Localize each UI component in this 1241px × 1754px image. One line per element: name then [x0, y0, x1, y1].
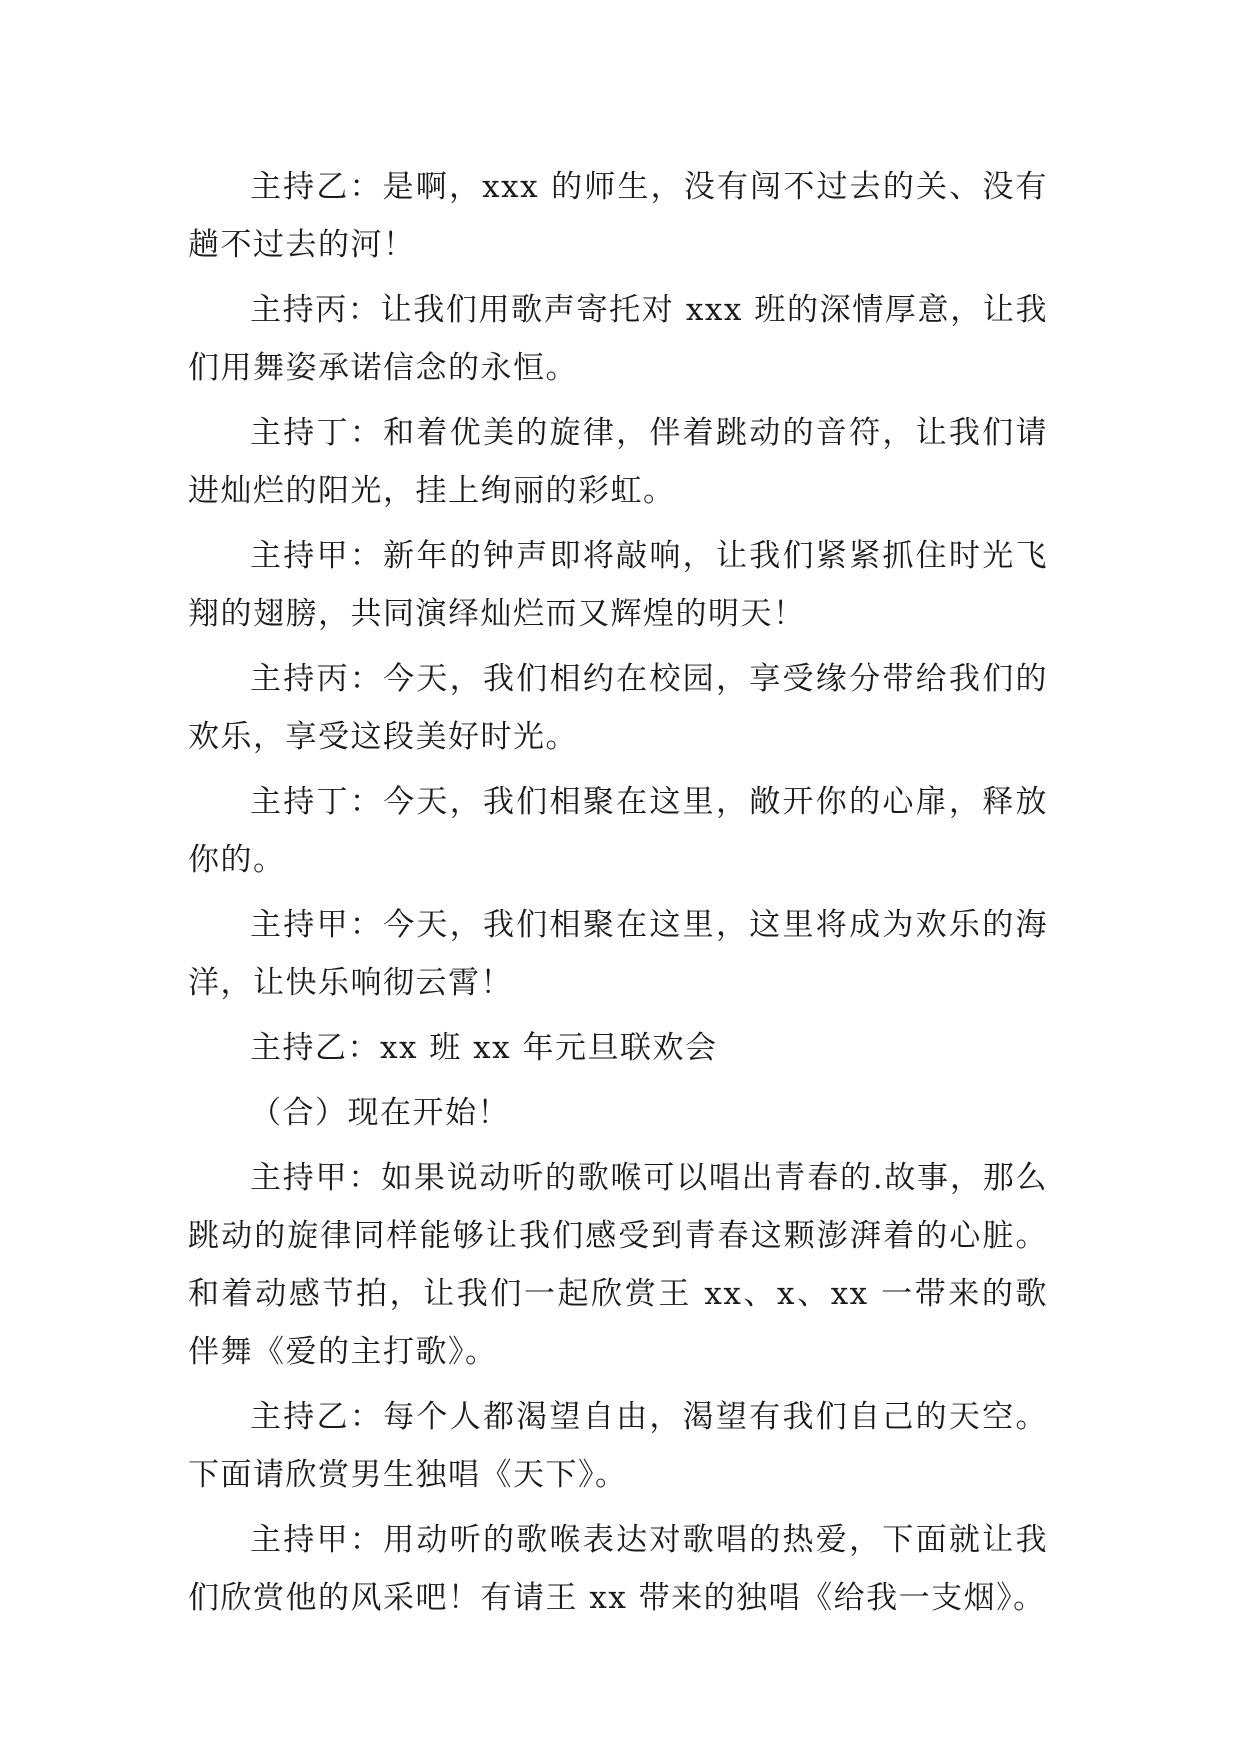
paragraph-12: 主持甲：用动听的歌喉表达对歌唱的热爱，下面就让我们欣赏他的风采吧！有请王 xx 带来的独唱《给我一支烟》。	[188, 1522, 1048, 1616]
paragraph-3: 主持丁：和着优美的旋律，伴着跳动的音符，让我们请进灿烂的阳光，挂上绚丽的彩虹。	[188, 415, 1048, 509]
paragraph-5: 主持丙：今天，我们相约在校园，享受缘分带给我们的欢乐，享受这段美好时光。	[188, 661, 1048, 755]
paragraph-7: 主持甲：今天，我们相聚在这里，这里将成为欢乐的海洋，让快乐响彻云霄！	[188, 907, 1048, 1001]
paragraph-10: 主持甲：如果说动听的歌喉可以唱出青春的.故事，那么跳动的旋律同样能够让我们感受到青春这颗澎湃着的心脏。和着动感节拍，让我们一起欣赏王 xx、x、xx 一带来的歌伴舞《爱的主打歌》。	[188, 1160, 1048, 1370]
paragraph-2: 主持丙：让我们用歌声寄托对 xxx 班的深情厚意，让我们用舞姿承诺信念的永恒。	[188, 292, 1048, 386]
document-body	[188, 158, 1048, 1634]
paragraph-6: 主持丁：今天，我们相聚在这里，敞开你的心扉，释放你的。	[188, 784, 1048, 878]
paragraph-11: 主持乙：每个人都渴望自由，渴望有我们自己的天空。下面请欣赏男生独唱《天下》。	[188, 1399, 1048, 1493]
paragraph-4: 主持甲：新年的钟声即将敲响，让我们紧紧抓住时光飞翔的翅膀，共同演绎灿烂而又辉煌的明天！	[188, 538, 1048, 632]
paragraph-1: 主持乙：是啊，xxx 的师生，没有闯不过去的关、没有趟不过去的河！	[188, 169, 1048, 263]
paragraph-9: （合）现在开始！	[250, 1095, 510, 1131]
paragraph-8: 主持乙：xx 班 xx 年元旦联欢会	[250, 1030, 718, 1066]
